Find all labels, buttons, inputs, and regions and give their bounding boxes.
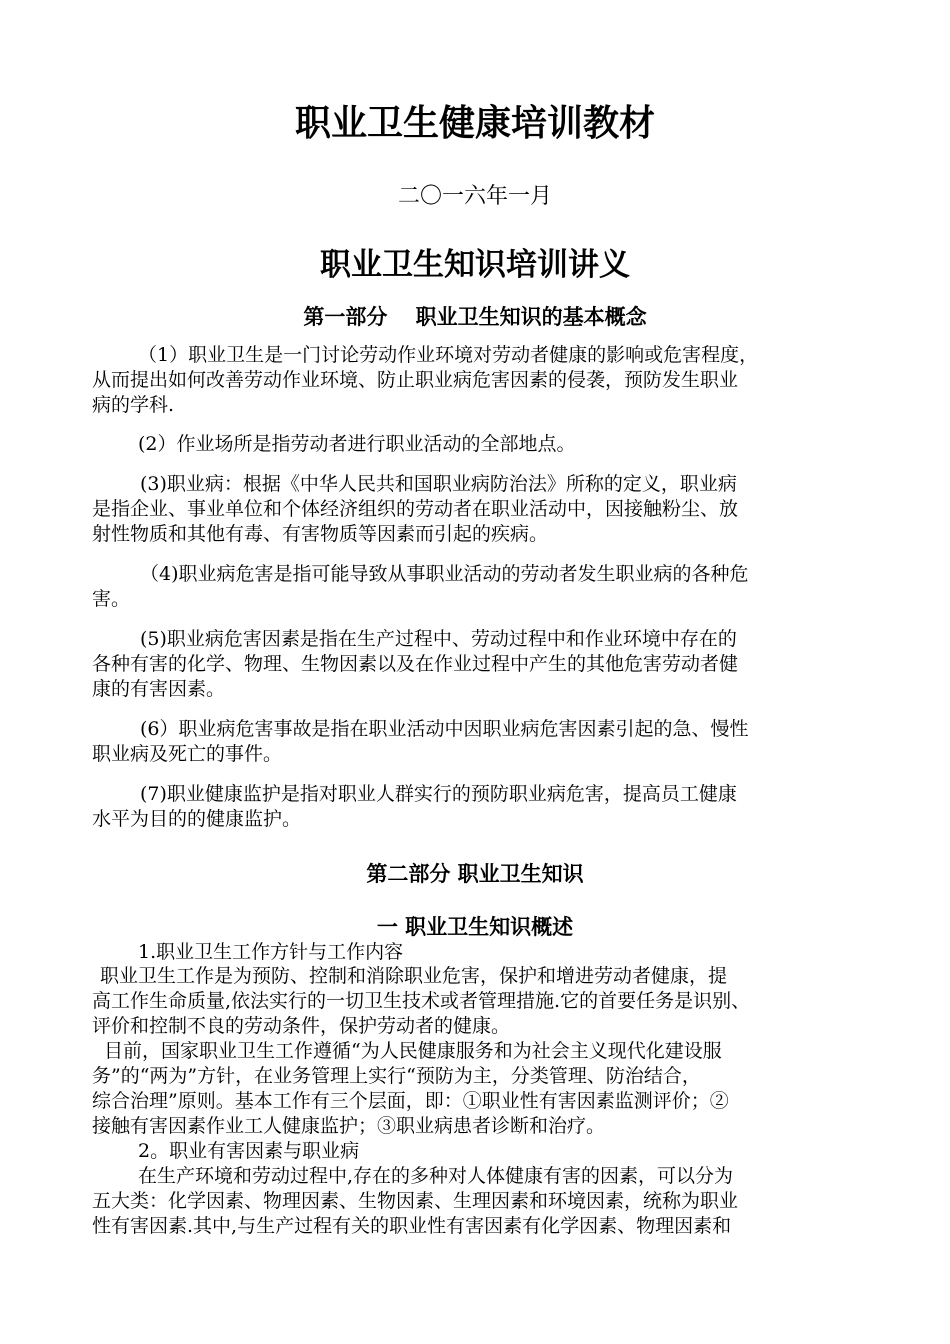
paragraph-line: 接触有害因素作业工人健康监护；③职业病患者诊断和治疗。 — [92, 1115, 606, 1137]
paragraph-line: 评价和控制不良的劳动条件，保护劳动者的健康。 — [92, 1015, 511, 1037]
section-item: 2。职业有害因素与职业病 — [138, 1140, 360, 1162]
paragraph-line: 从而提出如何改善劳动作业环境、防止职业病危害因素的侵袭，预防发生职业 — [92, 369, 739, 391]
document-subtitle: 职业卫生知识培训讲义 — [320, 247, 630, 283]
section-item: 1.职业卫生工作方针与工作内容 — [138, 941, 404, 963]
paragraph-line: 射性物质和其他有毒、有害物质等因素而引起的疾病。 — [92, 523, 549, 545]
paragraph-line: 务”的“两为”方针，在业务管理上实行“预防为主，分类管理、防治结合， — [92, 1065, 701, 1087]
paragraph-line: 在生产环境和劳动过程中,存在的多种对人体健康有害的因素，可以分为 — [138, 1165, 734, 1187]
paragraph-line: (6）职业病危害事故是指在职业活动中因职业病危害因素引起的急、慢性 — [140, 718, 749, 740]
paragraph-line: 害。 — [92, 588, 131, 610]
paragraph-line: 职业病及死亡的事件。 — [92, 743, 283, 765]
paragraph-line: 各种有害的化学、物理、生物因素以及在作业过程中产生的其他危害劳动者健 — [92, 653, 739, 675]
paragraph-line: 是指企业、事业单位和个体经济组织的劳动者在职业活动中，因接触粉尘、放 — [92, 498, 739, 520]
paragraph-line: 目前，国家职业卫生工作遵循“为人民健康服务和为社会主义现代化建设服 — [104, 1040, 722, 1062]
part1-heading: 第一部分 职业卫生知识的基本概念 — [303, 305, 647, 329]
paragraph-line: 病的学科. — [92, 394, 175, 416]
paragraph-line: 水平为目的的健康监护。 — [92, 808, 302, 830]
paragraph-line: （1）职业卫生是一门讨论劳动作业环境对劳动者健康的影响或危害程度， — [138, 344, 759, 366]
paragraph-line: (7)职业健康监护是指对职业人群实行的预防职业病危害，提高员工健康 — [140, 783, 737, 805]
document-date: 二〇一六年一月 — [397, 184, 552, 209]
paragraph-line: 职业卫生工作是为预防、控制和消除职业危害，保护和增进劳动者健康，提 — [100, 965, 728, 987]
paragraph-line: (3)职业病：根据《中华人民共和国职业病防治法》所称的定义，职业病 — [140, 473, 737, 495]
paragraph-line: 康的有害因素。 — [92, 678, 226, 700]
paragraph-line: (2）作业场所是指劳动者进行职业活动的全部地点。 — [138, 433, 576, 455]
paragraph-line: 性有害因素.其中,与生产过程有关的职业性有害因素有化学因素、物理因素和 — [92, 1215, 732, 1237]
paragraph-line: （4)职业病危害是指可能导致从事职业活动的劳动者发生职业病的各种危 — [140, 563, 749, 585]
part2-heading: 第二部分 职业卫生知识 — [366, 862, 584, 886]
paragraph-line: 五大类：化学因素、物理因素、生物因素、生理因素和环境因素，统称为职业 — [92, 1190, 739, 1212]
paragraph-line: 综合治理”原则。基本工作有三个层面，即：①职业性有害因素监测评价；② — [92, 1090, 729, 1112]
paragraph-line: 高工作生命质量,依法实行的一切卫生技术或者管理措施.它的首要任务是识别、 — [92, 990, 751, 1012]
section1-heading: 一 职业卫生知识概述 — [376, 915, 574, 939]
paragraph-line: (5)职业病危害因素是指在生产过程中、劳动过程中和作业环境中存在的 — [140, 628, 737, 650]
document-title: 职业卫生健康培训教材 — [294, 103, 655, 144]
